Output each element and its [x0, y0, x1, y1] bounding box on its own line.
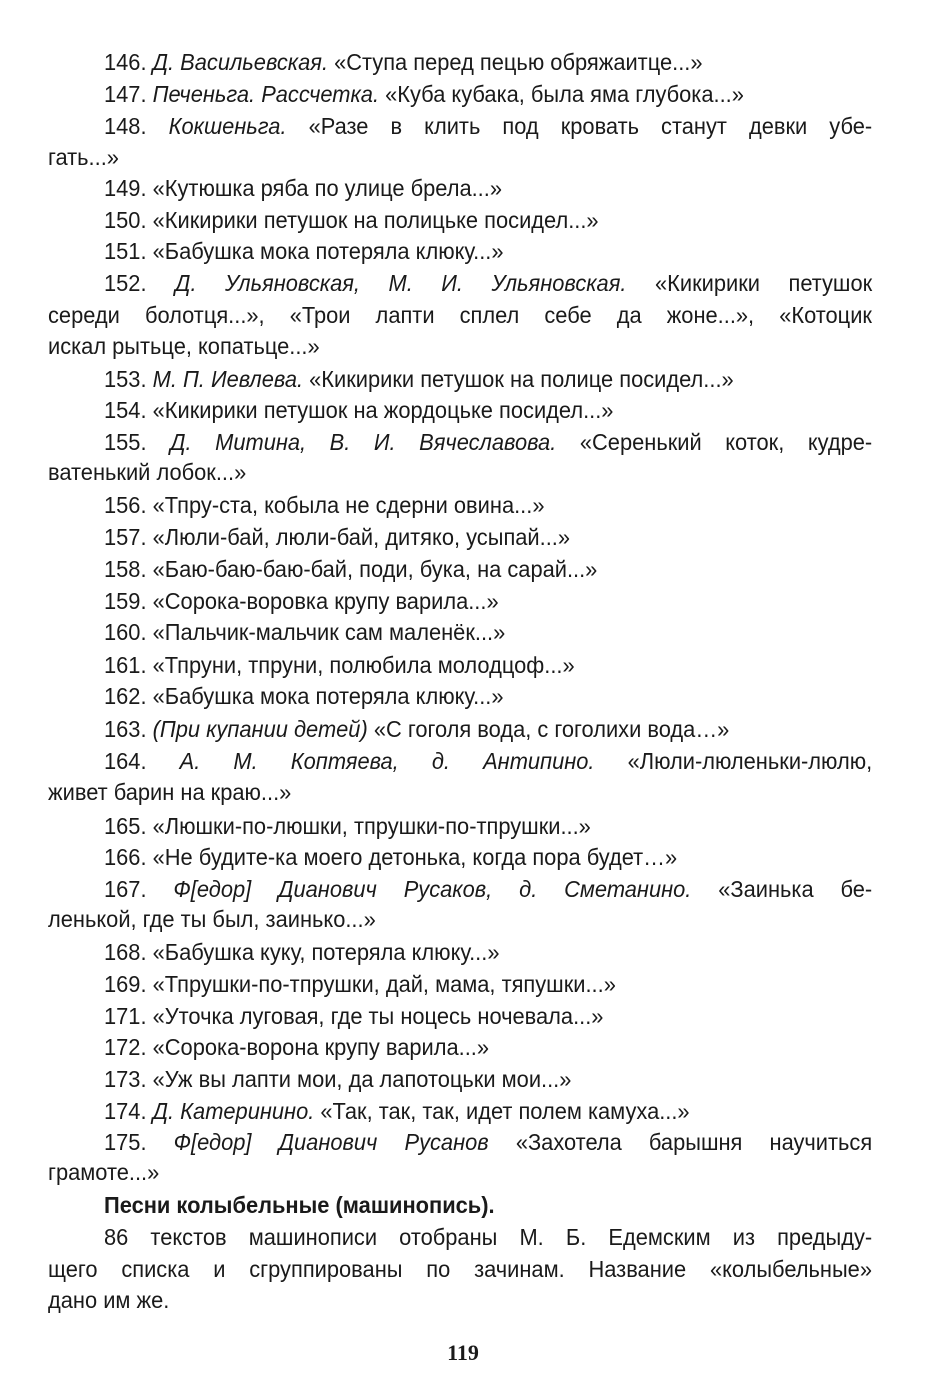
- incipit: «Разе в клить под кровать станут девки убе-: [308, 113, 873, 139]
- incipit: «Бабушка куку, потеряла клюку...»: [152, 939, 500, 965]
- section-heading: Песни колыбельные (машинопись).: [104, 1192, 495, 1218]
- section-paragraph-line-1: 86 текстов машинописи отобраны М. Б. Едемским из предыду-: [104, 1224, 873, 1250]
- entry-152-continuation: середи болотця...», «Трои лапти сплел себе да жоне...», «Котоцик: [48, 302, 872, 328]
- incipit: «Кикирики петушок на жордоцьке посидел...»: [152, 397, 614, 423]
- entry-150: 150. «Кикирики петушок на полицьке посидел...»: [104, 207, 599, 233]
- attribution: Ф[едор] Дианович Русанов: [173, 1129, 489, 1155]
- entry-148-continuation: гать...»: [48, 144, 119, 170]
- incipit: «Бабушка мока потеряла клюку...»: [152, 683, 504, 709]
- incipit: «Тпру-ста, кобыла не сдерни овина...»: [152, 492, 545, 518]
- entry-157: 157. «Люли-бай, люли-бай, дитяко, усыпай...»: [104, 524, 571, 550]
- entry-152-continuation-2: искал рытьце, копатьце...»: [48, 333, 320, 359]
- entry-166: 166. «Не будите-ка моего детонька, когда пора будет…»: [104, 844, 678, 870]
- incipit: «С гоголя вода, с гоголихи вода…»: [373, 716, 730, 742]
- incipit: «Куба кубака, была яма глубока...»: [385, 81, 744, 107]
- incipit: «Не будите-ка моего детонька, когда пора будет…»: [152, 844, 678, 870]
- attribution: Печеньга. Рассчетка.: [152, 81, 380, 107]
- incipit: «Ступа перед пецью обряжаитце...»: [334, 49, 703, 75]
- entry-159: 159. «Сорока-воровка крупу варила...»: [104, 588, 499, 614]
- incipit: «Бабушка мока потеряла клюку...»: [152, 238, 504, 264]
- entry-149: 149. «Кутюшка ряба по улице брела...»: [104, 175, 502, 201]
- attribution: Д. Ульяновская, М. И. Ульяновская.: [175, 270, 627, 296]
- page-number: 119: [447, 1340, 479, 1365]
- entry-147: 147. Печеньга. Рассчетка. «Куба кубака, была яма глубока...»: [104, 81, 744, 107]
- entry-174: 174. Д. Катеринино. «Так, так, так, идет полем камуха...»: [104, 1098, 690, 1124]
- entry-169: 169. «Тпрушки-по-тпрушки, дай, мама, тяпушки...»: [104, 971, 616, 997]
- entry-171: 171. «Уточка луговая, где ты ноцесь ночевала...»: [104, 1003, 604, 1029]
- attribution: Ф[едор] Дианович Русаков, д. Сметанино.: [173, 876, 692, 902]
- incipit: «Заинька бе-: [718, 876, 873, 902]
- entry-167-continuation: ленькой, где ты был, заинько...»: [48, 906, 376, 932]
- attribution: А. М. Коптяева, д. Антипино.: [179, 748, 595, 774]
- entry-152: 152. Д. Ульяновская, М. И. Ульяновская. «Кикирики петушок: [104, 270, 873, 296]
- entry-175: 175. Ф[едор] Дианович Русанов «Захотела барышня научиться: [104, 1129, 873, 1155]
- entry-164: 164. А. М. Коптяева, д. Антипино. «Люли-люленьки-люлю,: [104, 748, 873, 774]
- entry-172: 172. «Сорока-ворона крупу варила...»: [104, 1034, 490, 1060]
- section-paragraph-line-3: дано им же.: [48, 1287, 170, 1313]
- section-paragraph-line-2: щего списка и сгруппированы по зачинам. Название «колыбельные»: [48, 1256, 872, 1282]
- entry-160: 160. «Пальчик-мальчик сам маленёк...»: [104, 619, 506, 645]
- entry-173: 173. «Уж вы лапти мои, да лапотоцьки мои...»: [104, 1066, 572, 1092]
- attribution: (При купании детей): [152, 716, 368, 742]
- incipit: «Пальчик-мальчик сам маленёк...»: [152, 619, 506, 645]
- entry-156: 156. «Тпру-ста, кобыла не сдерни овина...»: [104, 492, 545, 518]
- attribution: Д. Митина, В. И. Вячеславова.: [170, 429, 557, 455]
- incipit: «Сорока-ворона крупу варила...»: [152, 1034, 490, 1060]
- entry-151: 151. «Бабушка мока потеряла клюку...»: [104, 238, 504, 264]
- incipit: «Кикирики петушок: [654, 270, 873, 296]
- incipit: «Так, так, так, идет полем камуха...»: [320, 1098, 690, 1124]
- incipit: «Уточка луговая, где ты ноцесь ночевала...»: [152, 1003, 604, 1029]
- incipit: «Уж вы лапти мои, да лапотоцьки мои...»: [152, 1066, 572, 1092]
- entry-175-continuation: грамоте...»: [48, 1159, 160, 1185]
- attribution: Д. Васильевская.: [152, 49, 329, 75]
- entry-155-continuation: ватенький лобок...»: [48, 459, 247, 485]
- incipit: «Серенький коток, кудре-: [579, 429, 873, 455]
- incipit: «Кутюшка ряба по улице брела...»: [152, 175, 502, 201]
- attribution: М. П. Иевлева.: [152, 366, 304, 392]
- incipit: «Люли-люленьки-люлю,: [627, 748, 873, 774]
- entry-162: 162. «Бабушка мока потеряла клюку...»: [104, 683, 504, 709]
- entry-164-continuation: живет барин на краю...»: [48, 779, 292, 805]
- incipit: «Кикирики петушок на полицьке посидел...»: [152, 207, 599, 233]
- incipit: «Баю-баю-баю-бай, поди, бука, на сарай...»: [152, 556, 598, 582]
- attribution: Д. Катеринино.: [152, 1098, 315, 1124]
- incipit: «Сорока-воровка крупу варила...»: [152, 588, 499, 614]
- entry-155: 155. Д. Митина, В. И. Вячеславова. «Серенький коток, кудре-: [104, 429, 873, 455]
- entry-167: 167. Ф[едор] Дианович Русаков, д. Сметанино. «Заинька бе-: [104, 876, 873, 902]
- entry-163: 163. (При купании детей) «С гоголя вода, с гоголихи вода…»: [104, 716, 730, 742]
- incipit: «Кикирики петушок на полице посидел...»: [309, 366, 734, 392]
- entry-158: 158. «Баю-баю-баю-бай, поди, бука, на сарай...»: [104, 556, 598, 582]
- entry-168: 168. «Бабушка куку, потеряла клюку...»: [104, 939, 500, 965]
- incipit: «Тпрушки-по-тпрушки, дай, мама, тяпушки...»: [152, 971, 616, 997]
- entry-148: 148. Кокшеньга. «Разе в клить под кровать станут девки убе-: [104, 113, 873, 139]
- incipit: «Тпруни, тпруни, полюбила молодцоф...»: [152, 652, 575, 678]
- entry-165: 165. «Люшки-по-люшки, тпрушки-по-тпрушки...»: [104, 813, 591, 839]
- incipit: «Люшки-по-люшки, тпрушки-по-тпрушки...»: [152, 813, 591, 839]
- entry-161: 161. «Тпруни, тпруни, полюбила молодцоф...»: [104, 652, 575, 678]
- entry-154: 154. «Кикирики петушок на жордоцьке посидел...»: [104, 397, 614, 423]
- entry-146: 146. Д. Васильевская. «Ступа перед пецью обряжаитце...»: [104, 49, 703, 75]
- entry-153: 153. М. П. Иевлева. «Кикирики петушок на полице посидел...»: [104, 366, 734, 392]
- incipit: «Захотела барышня научиться: [515, 1129, 873, 1155]
- incipit: «Люли-бай, люли-бай, дитяко, усыпай...»: [152, 524, 571, 550]
- attribution: Кокшеньга.: [168, 113, 287, 139]
